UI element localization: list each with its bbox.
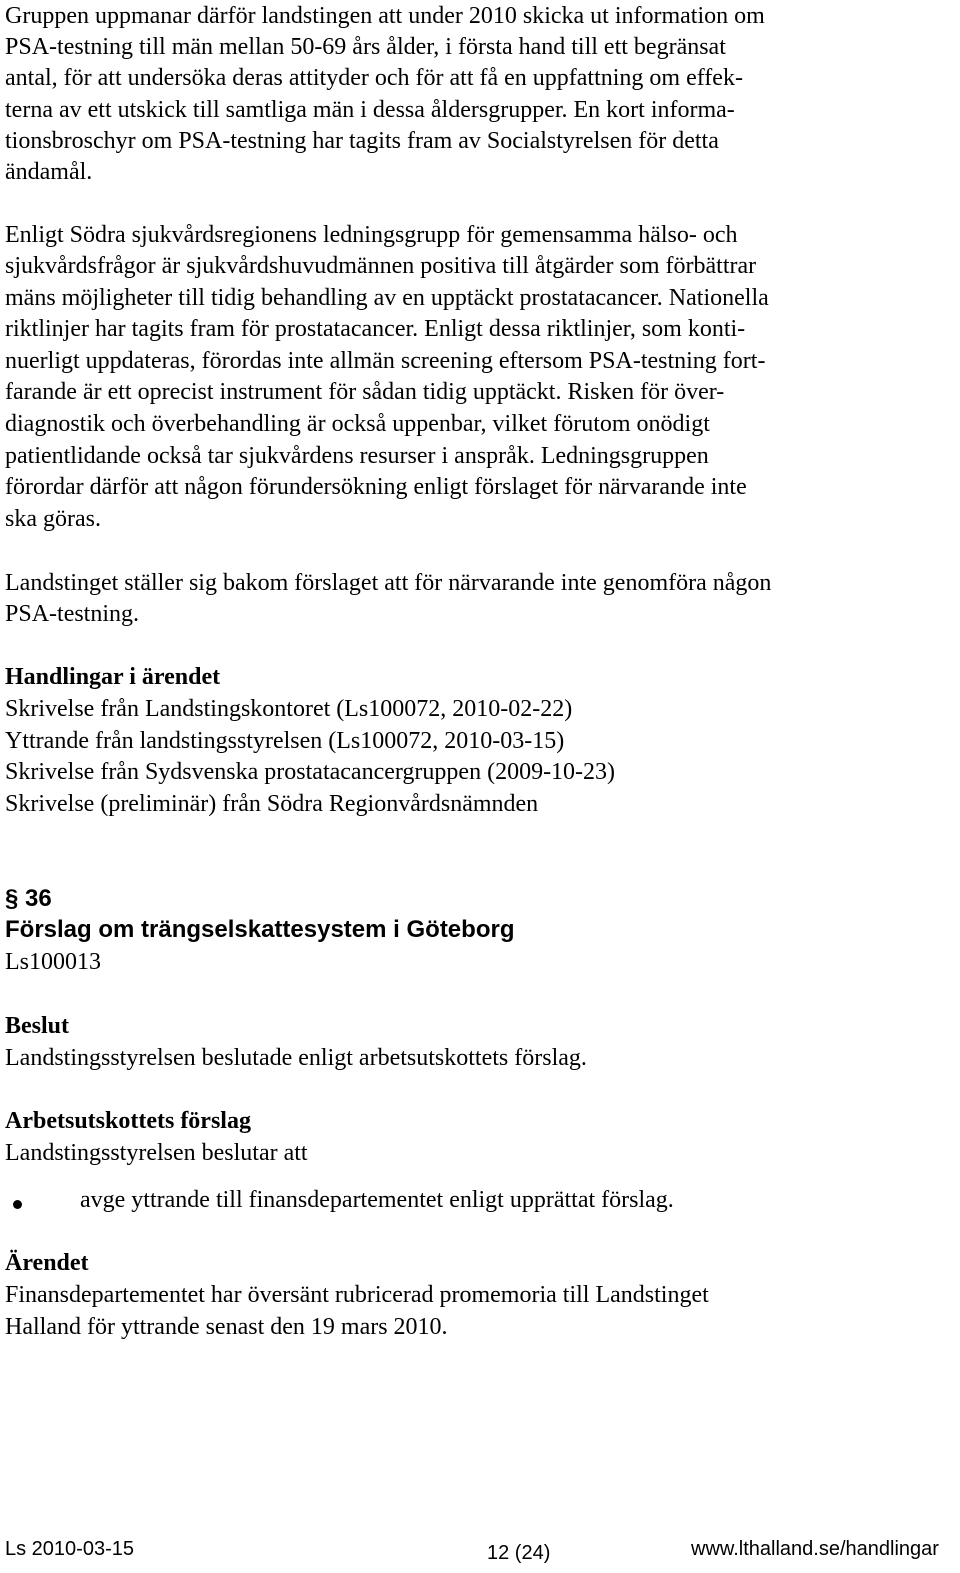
section-number: § 36 — [5, 885, 52, 912]
forslag-bullet-text: avge yttrande till finansdepartementet enligt upprättat förslag. — [80, 1187, 674, 1213]
arendet-line: Halland för yttrande senast den 19 mars 2010. — [5, 1314, 448, 1340]
paragraph-2-line: sjukvårdsfrågor är sjukvårdshuvudmännen positiva till åtgärder som förbättrar — [5, 253, 757, 279]
paragraph-2-line: nuerligt uppdateras, förordas inte allmän screening eftersom PSA-testning fort- — [5, 348, 766, 374]
arendet-heading: Ärendet — [5, 1250, 89, 1276]
paragraph-1-line: ändamål. — [5, 159, 93, 185]
forslag-heading: Arbetsutskottets förslag — [5, 1108, 251, 1134]
paragraph-2-line: farande är ett oprecist instrument för sådan tidig upptäckt. Risken för över- — [5, 379, 725, 405]
arendet-line: Finansdepartementet har översänt rubricerad promemoria till Landstinget — [5, 1282, 709, 1308]
paragraph-2-line: ska göras. — [5, 506, 101, 532]
handling-item: Skrivelse från Landstingskontoret (Ls100072, 2010-02-22) — [5, 696, 573, 722]
paragraph-2-line: förordar därför att någon förundersökning enligt förslaget för närvarande inte — [5, 474, 747, 500]
paragraph-1-line: PSA-testning till män mellan 50-69 års ålder, i första hand till ett begränsat — [5, 34, 726, 60]
handling-item: Yttrande från landstingsstyrelsen (Ls100072, 2010-03-15) — [5, 728, 565, 754]
section-title: Förslag om trängselskattesystem i Göteborg — [5, 916, 515, 943]
forslag-text: Landstingsstyrelsen beslutar att — [5, 1140, 308, 1166]
handlingar-heading: Handlingar i ärendet — [5, 664, 221, 690]
section-reference: Ls100013 — [5, 949, 101, 975]
paragraph-3-line: Landstinget ställer sig bakom förslaget att för närvarande inte genomföra någon — [5, 570, 772, 596]
paragraph-2-line: patientlidande också tar sjukvårdens resurser i anspråk. Ledningsgruppen — [5, 443, 709, 469]
footer-page-number: 12 (24) — [487, 1542, 551, 1564]
paragraph-2-line: mäns möjligheter till tidig behandling av en upptäckt prostatacancer. Nationella — [5, 285, 769, 311]
beslut-text: Landstingsstyrelsen beslutade enligt arbetsutskottets förslag. — [5, 1045, 587, 1071]
beslut-heading: Beslut — [5, 1013, 70, 1039]
paragraph-1-line: Gruppen uppmanar därför landstingen att under 2010 skicka ut information om — [5, 3, 765, 29]
paragraph-1-line: terna av ett utskick till samtliga män i dessa åldersgrupper. En kort informa- — [5, 97, 735, 123]
handling-item: Skrivelse från Sydsvenska prostatacancergruppen (2009-10-23) — [5, 759, 616, 785]
paragraph-1-line: tionsbroschyr om PSA-testning har tagits fram av Socialstyrelsen för detta — [5, 128, 719, 154]
paragraph-3-line: PSA-testning. — [5, 601, 140, 627]
paragraph-2-line: Enligt Södra sjukvårdsregionens ledningsgrupp för gemensamma hälso- och — [5, 222, 738, 248]
paragraph-2-line: riktlinjer har tagits fram för prostatacancer. Enligt dessa riktlinjer, som konti- — [5, 316, 746, 342]
footer-url[interactable]: www.lthalland.se/handlingar — [691, 1538, 939, 1560]
handling-item: Skrivelse (preliminär) från Södra Regionvårdsnämnden — [5, 791, 539, 817]
footer-date: Ls 2010-03-15 — [5, 1538, 134, 1560]
paragraph-1-line: antal, för att undersöka deras attityder och för att få en uppfattning om effek- — [5, 65, 743, 91]
paragraph-2-line: diagnostik och överbehandling är också uppenbar, vilket förutom onödigt — [5, 411, 710, 437]
bullet-point — [13, 1200, 22, 1209]
